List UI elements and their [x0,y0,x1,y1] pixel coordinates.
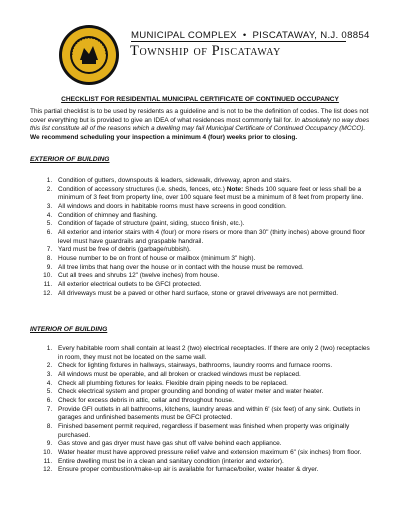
township-name: Township of Piscataway [130,43,281,59]
list-item: 8. House number to be on front of house or mailbox (minimum 3" high). [54,255,370,264]
list-item: 11. Entire dwelling must be in a clean and sanitary condition (interior and exterior). [54,458,370,467]
location-label: PISCATAWAY, N.J. 08854 [252,30,370,41]
note-text: Sheds 100 square feet or less shall be a minimum of 3 feet from property line, over 100 square feet must be a minimum of 8 feet from property line. [58,185,364,202]
list-item: 7. Yard must be free of debris (garbage/rubbish). [54,246,370,255]
township-seal-icon [58,24,120,86]
intro-recommendation: We recommend scheduling your inspection a minimum 4 (four) weeks prior to closing. [30,134,298,142]
document-title: CHECKLIST FOR RESIDENTIAL MUNICIPAL CERTIFICATE OF CONTINUED OCCUPANCY [61,96,339,103]
list-item: 5. Condition of façade of structure (paint, siding, stucco finish, etc.). [54,220,370,229]
list-item: 4. Check all plumbing fixtures for leaks. Flexible drain piping needs to be replaced. [54,380,370,389]
intro-paragraph [30,108,370,143]
list-item: 3. All windows and doors in habitable rooms must have screens in good condition. [54,203,370,212]
list-item: 11. All exterior electrical outlets to be GFCI protected. [54,281,370,290]
list-item: 9. Gas stove and gas dryer must have gas shut off valve behind each appliance. [54,440,370,449]
list-item: 5. Check electrical system and proper grounding and bonding of water meter and water heater. [54,388,370,397]
list-item: 6. All exterior and interior stairs with 4 (four) or more risers or more than 30" (thirty inches) above ground floor level must have guardrails and graspable handrail. [54,229,370,246]
letterhead [58,24,370,88]
list-item: 6. Check for excess debris in attic, cellar and throughout house. [54,397,370,406]
interior-list [30,345,370,475]
exterior-list [30,177,370,298]
address-line [131,30,370,41]
list-item: 8. Finished basement permit required, regardless if basement was finished when property was originally purchased. [54,423,370,440]
note-label: Note: [226,185,244,193]
list-item: 2. Check for lighting fixtures in hallways, stairways, bathrooms, laundry rooms and furnace rooms. [54,362,370,371]
list-item: 9. All tree limbs that hang over the house or in contact with the house must be removed. [54,264,370,273]
list-item: 1. Every habitable room shall contain at least 2 (two) electrical receptacles. If there are only 2 (two) receptacles in room, they must not be located on the same wall. [54,345,370,362]
list-item: 3. All windows must be operable, and all broken or cracked windows must be replaced. [54,371,370,380]
intro-disclaimer: In absolutely no way does this list constitute all of the reasons which a dwelling may fail Municipal Certificate of Continued Occupancy (MCCO). [30,116,370,133]
bullet-separator: • [242,30,247,41]
letterhead-rule [131,41,346,42]
list-item: 1. Condition of gutters, downspouts & leaders, sidewalk, driveway, apron and stairs. [54,177,370,186]
list-item [54,186,370,203]
intro-text: This partial checklist is to be used by residents as a guideline and is not to be the definition of codes. The list does not cover everything but is provided to give an IDEA of what residences most commonly fail for. [30,108,369,124]
list-item: 12. All driveways must be a paved or other hard surface, stone or gravel driveways are not permitted. [54,290,370,299]
interior-heading: INTERIOR OF BUILDING [30,326,108,333]
list-item: 10. Water heater must have approved pressure relief valve and extension maximum 6" (six inches) from floor. [54,449,370,458]
list-item-text: Condition of accessory structures (i.e. sheds, fences, etc.) [58,185,225,193]
exterior-heading: EXTERIOR OF BUILDING [30,156,110,163]
list-item: 12. Ensure proper combustion/make-up air is available for furnace/boiler, water heater & dryer. [54,466,370,475]
list-item: 10. Cut all trees and shrubs 12" (twelve inches) from house. [54,272,370,281]
list-item: 7. Provide GFI outlets in all bathrooms, kitchens, laundry areas and within 6' (six feet) of any sink. Outlets in garages and unfinished basements must be GFCI protected. [54,406,370,423]
municipal-complex-label: MUNICIPAL COMPLEX [131,30,237,41]
list-item: 4. Condition of chimney and flashing. [54,212,370,221]
